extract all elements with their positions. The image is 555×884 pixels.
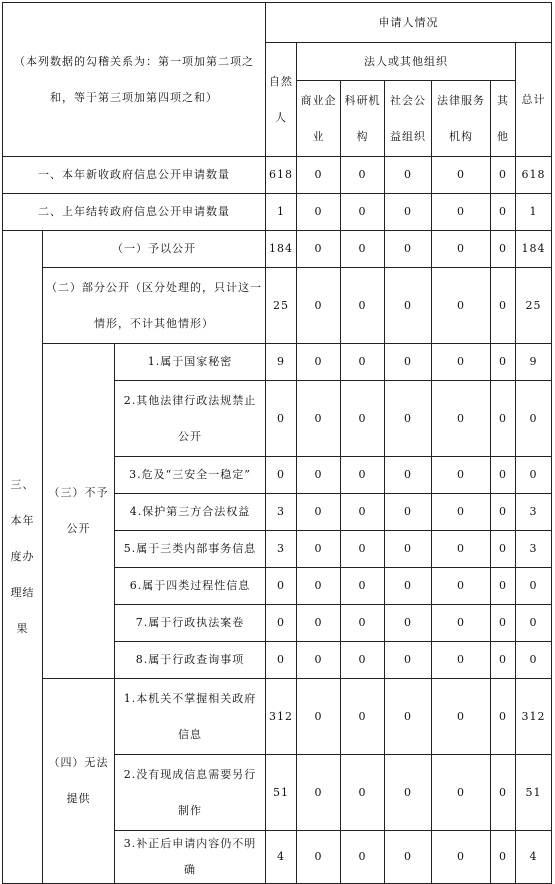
cell-value: 0 bbox=[432, 831, 491, 884]
cell-value: 25 bbox=[266, 268, 297, 344]
row-label: （一）予以公开 bbox=[43, 231, 266, 268]
row-label: 8.属于行政查询事项 bbox=[115, 642, 266, 679]
cell-value: 0 bbox=[491, 381, 516, 457]
cell-value: 0 bbox=[385, 831, 432, 884]
cell-value: 0 bbox=[341, 231, 385, 268]
section3-label: 三、本年度办理结果 bbox=[3, 231, 43, 884]
cell-value: 0 bbox=[491, 157, 516, 194]
cell-value: 0 bbox=[297, 531, 341, 568]
cell-value: 0 bbox=[491, 568, 516, 605]
row-label: 2.没有现成信息需要另行制作 bbox=[115, 755, 266, 831]
cell-value: 0 bbox=[297, 831, 341, 884]
cell-value: 0 bbox=[432, 679, 491, 755]
cell-value: 0 bbox=[297, 605, 341, 642]
row-carried-over bbox=[3, 194, 552, 231]
cell-value: 0 bbox=[432, 755, 491, 831]
header-applicant: 申请人情况 bbox=[266, 3, 552, 43]
cell-value: 0 bbox=[266, 605, 297, 642]
row-unable-1 bbox=[3, 679, 552, 755]
cell-value: 0 bbox=[491, 531, 516, 568]
cell-value: 0 bbox=[297, 381, 341, 457]
cell-value: 0 bbox=[385, 755, 432, 831]
row-label: 二、上年结转政府信息公开申请数量 bbox=[3, 194, 266, 231]
not-public-label: （三）不予公开 bbox=[43, 344, 115, 679]
header-other: 其他 bbox=[491, 81, 516, 157]
cell-value: 0 bbox=[432, 157, 491, 194]
cell-value: 0 bbox=[385, 344, 432, 381]
row-label: 4.保护第三方合法权益 bbox=[115, 494, 266, 531]
row-label: 5.属于三类内部事务信息 bbox=[115, 531, 266, 568]
cell-value: 0 bbox=[341, 157, 385, 194]
header-public-welfare: 社会公益组织 bbox=[385, 81, 432, 157]
cell-value: 0 bbox=[491, 642, 516, 679]
disclosure-table bbox=[2, 2, 552, 884]
cell-value: 3 bbox=[516, 531, 552, 568]
cell-value: 0 bbox=[516, 605, 552, 642]
cell-value: 0 bbox=[491, 231, 516, 268]
cell-value: 1 bbox=[266, 194, 297, 231]
cell-value: 0 bbox=[297, 568, 341, 605]
cell-value: 0 bbox=[341, 831, 385, 884]
cell-value: 0 bbox=[341, 494, 385, 531]
cell-value: 9 bbox=[516, 344, 552, 381]
cell-value: 0 bbox=[297, 268, 341, 344]
cell-value: 0 bbox=[297, 457, 341, 494]
cell-value: 0 bbox=[432, 531, 491, 568]
cell-value: 0 bbox=[491, 494, 516, 531]
cell-value: 0 bbox=[297, 755, 341, 831]
cell-value: 0 bbox=[385, 568, 432, 605]
cell-value: 0 bbox=[491, 268, 516, 344]
header-research: 科研机构 bbox=[341, 81, 385, 157]
cell-value: 25 bbox=[516, 268, 552, 344]
row-label: （二）部分公开（区分处理的，只计这一情形，不计其他情形） bbox=[43, 268, 266, 344]
cell-value: 0 bbox=[432, 381, 491, 457]
cell-value: 0 bbox=[491, 755, 516, 831]
cell-value: 0 bbox=[385, 531, 432, 568]
header-commercial: 商业企业 bbox=[297, 81, 341, 157]
cell-value: 0 bbox=[341, 605, 385, 642]
cell-value: 618 bbox=[266, 157, 297, 194]
row-public bbox=[3, 231, 552, 268]
row-label: 1.本机关不掌握相关政府信息 bbox=[115, 679, 266, 755]
cell-value: 0 bbox=[432, 494, 491, 531]
header-note: （本列数据的勾稽关系为：第一项加第二项之和，等于第三项加第四项之和） bbox=[3, 3, 266, 157]
cell-value: 184 bbox=[266, 231, 297, 268]
cell-value: 0 bbox=[266, 381, 297, 457]
cell-value: 0 bbox=[341, 568, 385, 605]
cell-value: 312 bbox=[516, 679, 552, 755]
cell-value: 0 bbox=[297, 642, 341, 679]
cell-value: 9 bbox=[266, 344, 297, 381]
cell-value: 51 bbox=[516, 755, 552, 831]
cell-value: 0 bbox=[432, 457, 491, 494]
cell-value: 184 bbox=[516, 231, 552, 268]
cell-value: 0 bbox=[385, 494, 432, 531]
cell-value: 618 bbox=[516, 157, 552, 194]
cell-value: 0 bbox=[297, 157, 341, 194]
cell-value: 3 bbox=[516, 494, 552, 531]
cell-value: 3 bbox=[266, 531, 297, 568]
unable-label: （四）无法提供 bbox=[43, 679, 115, 884]
cell-value: 0 bbox=[341, 268, 385, 344]
cell-value: 0 bbox=[516, 457, 552, 494]
cell-value: 0 bbox=[432, 642, 491, 679]
cell-value: 4 bbox=[266, 831, 297, 884]
cell-value: 51 bbox=[266, 755, 297, 831]
cell-value: 0 bbox=[385, 194, 432, 231]
cell-value: 0 bbox=[491, 457, 516, 494]
header-legal-service: 法律服务机构 bbox=[432, 81, 491, 157]
cell-value: 0 bbox=[432, 344, 491, 381]
header-legal-other: 法人或其他组织 bbox=[297, 43, 516, 81]
cell-value: 0 bbox=[297, 679, 341, 755]
cell-value: 0 bbox=[341, 755, 385, 831]
row-label: 3.补正后申请内容仍不明确 bbox=[115, 831, 266, 884]
row-not-public-1 bbox=[3, 344, 552, 381]
header-natural-person: 自然人 bbox=[266, 43, 297, 157]
cell-value: 0 bbox=[341, 194, 385, 231]
cell-value: 0 bbox=[491, 605, 516, 642]
row-label: 3.危及“三安全一稳定” bbox=[115, 457, 266, 494]
header-total: 总计 bbox=[516, 43, 552, 157]
cell-value: 4 bbox=[516, 831, 552, 884]
cell-value: 0 bbox=[516, 568, 552, 605]
row-label: 2.其他法律行政法规禁止公开 bbox=[115, 381, 266, 457]
cell-value: 0 bbox=[432, 605, 491, 642]
cell-value: 0 bbox=[516, 642, 552, 679]
cell-value: 0 bbox=[385, 642, 432, 679]
row-new-requests bbox=[3, 157, 552, 194]
cell-value: 0 bbox=[385, 381, 432, 457]
cell-value: 0 bbox=[341, 457, 385, 494]
cell-value: 0 bbox=[341, 531, 385, 568]
cell-value: 312 bbox=[266, 679, 297, 755]
header-row-1 bbox=[3, 3, 552, 43]
cell-value: 0 bbox=[432, 268, 491, 344]
cell-value: 1 bbox=[516, 194, 552, 231]
cell-value: 0 bbox=[297, 231, 341, 268]
cell-value: 0 bbox=[385, 231, 432, 268]
cell-value: 0 bbox=[516, 381, 552, 457]
cell-value: 0 bbox=[341, 344, 385, 381]
cell-value: 0 bbox=[432, 568, 491, 605]
cell-value: 0 bbox=[432, 194, 491, 231]
row-label: 一、本年新收政府信息公开申请数量 bbox=[3, 157, 266, 194]
cell-value: 0 bbox=[491, 831, 516, 884]
cell-value: 0 bbox=[341, 381, 385, 457]
cell-value: 0 bbox=[491, 194, 516, 231]
cell-value: 0 bbox=[385, 457, 432, 494]
cell-value: 0 bbox=[491, 679, 516, 755]
cell-value: 0 bbox=[491, 344, 516, 381]
cell-value: 0 bbox=[297, 194, 341, 231]
cell-value: 0 bbox=[385, 157, 432, 194]
row-label: 7.属于行政执法案卷 bbox=[115, 605, 266, 642]
cell-value: 0 bbox=[266, 568, 297, 605]
row-partial bbox=[3, 268, 552, 344]
cell-value: 0 bbox=[385, 679, 432, 755]
cell-value: 0 bbox=[385, 605, 432, 642]
cell-value: 0 bbox=[266, 457, 297, 494]
cell-value: 0 bbox=[341, 679, 385, 755]
cell-value: 3 bbox=[266, 494, 297, 531]
cell-value: 0 bbox=[341, 642, 385, 679]
cell-value: 0 bbox=[297, 494, 341, 531]
row-label: 1.属于国家秘密 bbox=[115, 344, 266, 381]
row-label: 6.属于四类过程性信息 bbox=[115, 568, 266, 605]
cell-value: 0 bbox=[297, 344, 341, 381]
cell-value: 0 bbox=[385, 268, 432, 344]
cell-value: 0 bbox=[432, 231, 491, 268]
cell-value: 0 bbox=[266, 642, 297, 679]
